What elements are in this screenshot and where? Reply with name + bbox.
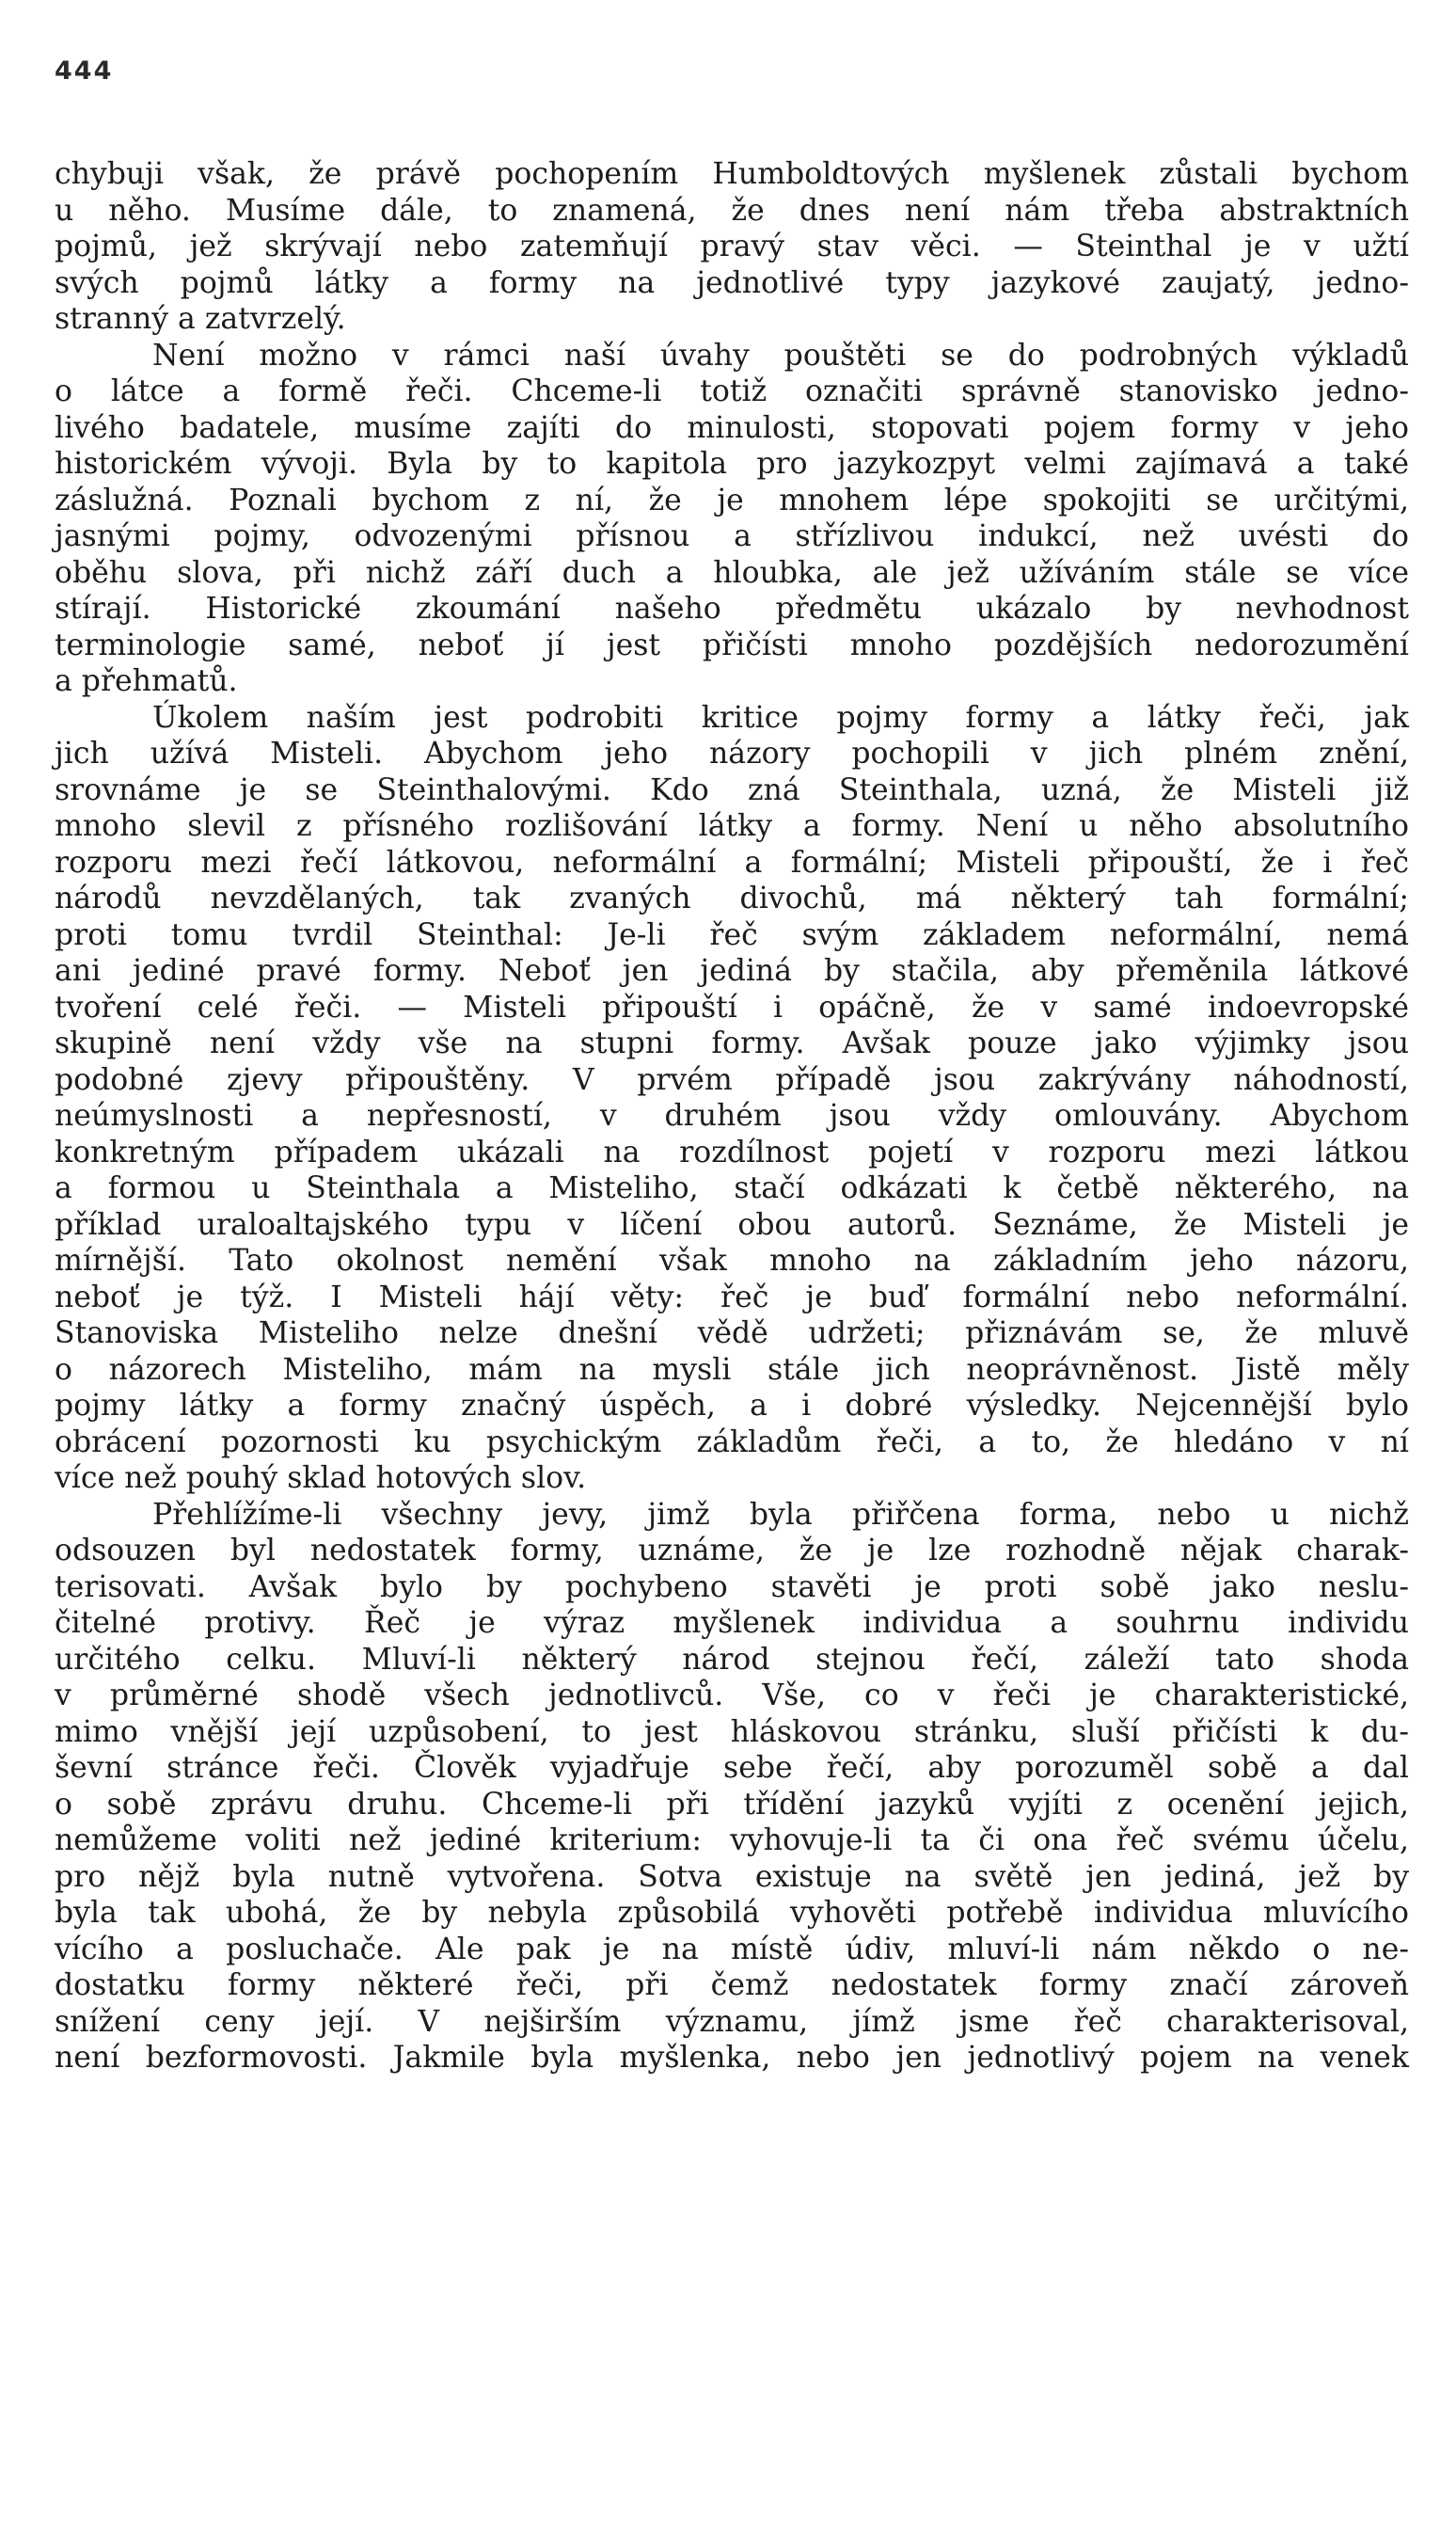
text-line: srovnáme je se Steinthalovými. Kdo zná Steinthala, uzná, že Misteli již	[55, 772, 1409, 807]
text-line: historickém vývoji. Byla by to kapitola pro jazykozpyt velmi zajímavá a také	[55, 447, 1409, 481]
text-line: ševní stránce řeči. Člověk vyjadřuje sebe řečí, aby porozuměl sobě a dal	[55, 1751, 1409, 1785]
text-line: záslužná. Poznali bychom z ní, že je mnohem lépe spokojiti se určitými,	[55, 483, 1409, 517]
text-line: v průměrné shodě všech jednotlivců. Vše, co v řeči je charakteristické,	[55, 1679, 1409, 1712]
text-line: o sobě zprávu druhu. Chceme-li při třídění jazyků vyjíti z ocenění jejich,	[55, 1787, 1409, 1822]
text-line: jasnými pojmy, odvozenými přísnou a střízlivou indukcí, než uvésti do	[55, 519, 1409, 553]
text-line: pojmy látky a formy značný úspěch, a i dobré výsledky. Nejcennější bylo	[55, 1389, 1409, 1423]
text-line: byla tak ubohá, že by nebyla způsobilá vyhověti potřebě individua mluvícího	[55, 1896, 1409, 1930]
text-line: stírají. Historické zkoumání našeho předmětu ukázalo by nevhodnost	[55, 592, 1409, 626]
text-line: čitelné protivy. Řeč je výraz myšlenek individua a souhrnu individu	[55, 1606, 1409, 1640]
text-line: terminologie samé, neboť jí jest přičísti mnoho pozdějších nedorozumění	[55, 628, 1409, 662]
text-line: určitého celku. Mluví-li některý národ stejnou řečí, záleží tato shoda	[55, 1642, 1409, 1677]
text-line: skupině není vždy vše na stupni formy. Avšak pouze jako výjimky jsou	[55, 1026, 1409, 1060]
text-line: terisovati. Avšak bylo by pochybeno stavěti je proti sobě jako neslu-	[55, 1569, 1409, 1604]
text-line: konkretným případem ukázali na rozdílnost pojetí v rozporu mezi látkou	[55, 1135, 1409, 1170]
body-text	[55, 156, 1409, 2077]
text-line: není bezformovosti. Jakmile byla myšlenka, nebo jen jednotlivý pojem na venek	[55, 2041, 1409, 2075]
text-line: svých pojmů látky a formy na jednotlivé typy jazykové zaujatý, jedno-	[55, 265, 1409, 300]
text-line: snížení ceny její. V nejširším významu, jímž jsme řeč charakterisoval,	[55, 2004, 1409, 2039]
text-line: o látce a formě řeči. Chceme-li totiž označiti správně stanovisko jedno-	[55, 374, 1409, 408]
text-line: Stanoviska Misteliho nelze dnešní vědě udržeti; přiznávám se, že mluvě	[55, 1316, 1409, 1350]
text-line: národů nevzdělaných, tak zvaných divochů, má některý tah formální;	[55, 882, 1409, 915]
text-line: stranný a zatvrzelý.	[55, 302, 346, 336]
text-line: obrácení pozornosti ku psychickým základům řeči, a to, že hledáno v ní	[55, 1424, 1409, 1459]
text-line: nemůžeme voliti než jediné kriterium: vyhovuje-li ta či ona řeč svému účelu,	[55, 1823, 1409, 1857]
text-line: chybuji však, že právě pochopením Humboldtových myšlenek zůstali bychom	[55, 157, 1409, 191]
text-line: jich užívá Misteli. Abychom jeho názory pochopili v jich plném znění,	[55, 737, 1409, 771]
text-line: proti tomu tvrdil Steinthal: Je-li řeč svým základem neformální, nemá	[55, 917, 1409, 952]
text-line: u něho. Musíme dále, to znamená, že dnes není nám třeba abstraktních	[55, 193, 1409, 228]
text-line: livého badatele, musíme zajíti do minulosti, stopovati pojem formy v jeho	[55, 410, 1409, 445]
text-line: oběhu slova, při nichž září duch a hloubka, ale jež užíváním stále se více	[55, 555, 1409, 590]
text-line: neúmyslnosti a nepřesností, v druhém jsou vždy omlouvány. Abychom	[55, 1099, 1409, 1133]
text-line: pojmů, jež skrývají nebo zatemňují pravý stav věci. — Steinthal je v užtí	[55, 230, 1409, 263]
text-line: mnoho slevil z přísného rozlišování látky a formy. Není u něho absolutního	[55, 809, 1409, 843]
text-line: ani jediné pravé formy. Neboť jen jediná by stačila, aby přeměnila látkové	[55, 954, 1409, 988]
text-line: vícího a posluchače. Ale pak je na místě údiv, mluví-li nám někdo o ne-	[55, 1932, 1409, 1966]
text-line: příklad uraloaltajského typu v líčení obou autorů. Seznáme, že Misteli je	[55, 1207, 1409, 1242]
text-line: Není možno v rámci naší úvahy pouštěti se do podrobných výkladů	[152, 338, 1409, 373]
text-line: o názorech Misteliho, mám na mysli stále jich neoprávněnost. Jistě měly	[55, 1352, 1409, 1387]
text-line: rozporu mezi řečí látkovou, neformální a formální; Misteli připouští, že i řeč	[55, 845, 1409, 880]
text-line: podobné zjevy připouštěny. V prvém případě jsou zakrývány náhodností,	[55, 1062, 1409, 1097]
text-line: neboť je týž. I Misteli hájí věty: řeč je buď formální nebo neformální.	[55, 1280, 1409, 1314]
text-line: pro nějž byla nutně vytvořena. Sotva existuje na světě jen jediná, jež by	[55, 1859, 1409, 1894]
text-line: dostatku formy některé řeči, při čemž nedostatek formy značí zároveň	[55, 1968, 1409, 2002]
text-line: a přehmatů.	[55, 664, 238, 698]
text-line: odsouzen byl nedostatek formy, uznáme, že je lze rozhodně nějak charak-	[55, 1534, 1409, 1567]
text-line: mírnější. Tato okolnost nemění však mnoho na základním jeho názoru,	[55, 1244, 1409, 1278]
text-line: mimo vnější její uzpůsobení, to jest hláskovou stránku, sluší přičísti k du-	[55, 1714, 1409, 1749]
text-line: Přehlížíme-li všechny jevy, jimž byla přiřčena forma, nebo u nichž	[152, 1497, 1409, 1532]
text-line: tvoření celé řeči. — Misteli připouští i opáčně, že v samé indoevropské	[55, 990, 1409, 1025]
text-line: a formou u Steinthala a Misteliho, stačí odkázati k četbě některého, na	[55, 1171, 1409, 1205]
text-line: více než pouhý sklad hotových slov.	[55, 1461, 587, 1495]
page-number: 444	[55, 56, 114, 86]
text-line: Úkolem naším jest podrobiti kritice pojmy formy a látky řeči, jak	[152, 700, 1409, 735]
